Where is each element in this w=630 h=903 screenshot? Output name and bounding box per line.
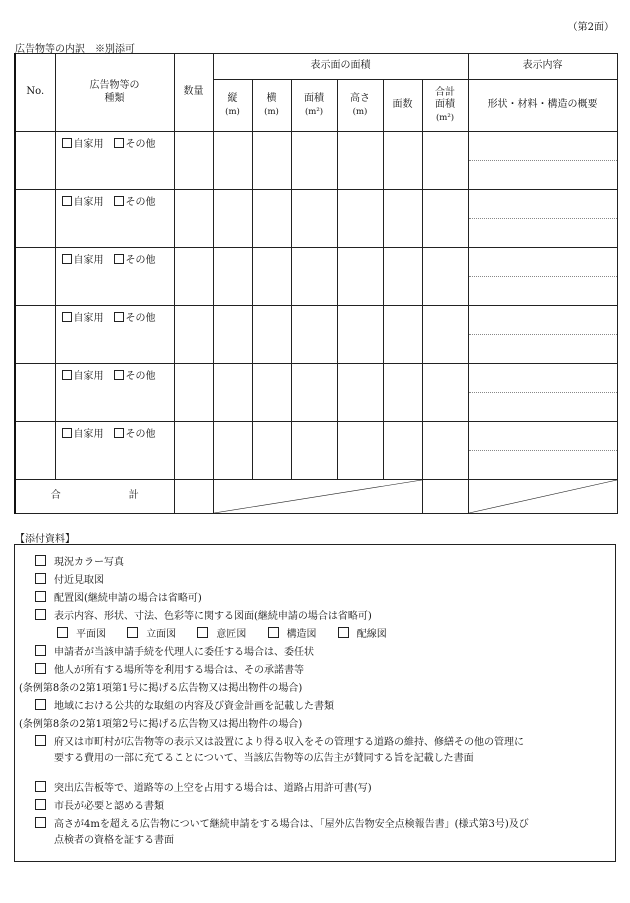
checkbox-icon[interactable] (62, 196, 72, 206)
row-content[interactable] (468, 190, 617, 248)
row-quantity[interactable] (174, 132, 213, 190)
attachment-item[interactable]: 付近見取図 (35, 573, 104, 588)
checkbox-icon[interactable] (268, 627, 279, 638)
attachment-item[interactable]: 配置図(継続申請の場合は省略可) (35, 591, 202, 606)
attachment-item[interactable]: 高さが4mを超える広告物について継続申請をする場合は、「屋外広告物安全点検報告書」(様式第3号)及び (35, 817, 529, 832)
row-total-area[interactable] (422, 248, 468, 306)
row-horizontal[interactable] (252, 132, 291, 190)
row-total-area[interactable] (422, 422, 468, 480)
row-horizontal[interactable] (252, 190, 291, 248)
row-content[interactable] (468, 132, 617, 190)
attachment-item[interactable]: 地域における公共的な取組の内容及び資金計画を記載した書類 (35, 699, 334, 714)
total-quantity[interactable] (174, 480, 213, 514)
checkbox-icon[interactable] (114, 254, 124, 264)
other-label: その他 (125, 139, 156, 150)
total-diagonal (213, 480, 422, 514)
row-quantity[interactable] (174, 422, 213, 480)
table-row (15, 248, 617, 306)
page-label: （第2面） (567, 22, 614, 33)
attachment-item[interactable]: 突出広告板等で、道路等の上空を占用する場合は、道路占用許可書(写) (35, 781, 372, 796)
row-vertical[interactable] (213, 248, 252, 306)
row-content[interactable] (468, 422, 617, 480)
row-faces[interactable] (383, 132, 422, 190)
header-kind: 広告物等の 種類 (55, 54, 174, 132)
row-vertical[interactable] (213, 306, 252, 364)
row-height[interactable] (337, 364, 383, 422)
row-kind (55, 364, 174, 422)
header-display-area: 表示面の面積 (213, 54, 468, 80)
condition-note-2: (条例第8条の2第1項第2号に掲げる広告物又は掲出物件の場合) (19, 719, 303, 730)
row-faces[interactable] (383, 190, 422, 248)
attachment-item-cont: 要する費用の一部に充てることについて、当該広告物等の広告主が賛同する旨を記載した書面 (54, 753, 474, 764)
other-label: その他 (125, 371, 156, 382)
checkbox-icon[interactable] (35, 781, 46, 792)
table-row (15, 422, 617, 480)
table-row (15, 132, 617, 190)
header-vertical: 縦 (m) (213, 80, 252, 132)
checkbox-icon[interactable] (35, 555, 46, 566)
other-label: その他 (125, 313, 156, 324)
attachment-item[interactable]: 他人が所有する場所等を利用する場合は、その承諾書等 (35, 663, 304, 678)
table-row (15, 190, 617, 248)
row-horizontal[interactable] (252, 248, 291, 306)
row-quantity[interactable] (174, 190, 213, 248)
row-quantity[interactable] (174, 306, 213, 364)
checkbox-icon[interactable] (57, 627, 68, 638)
row-height[interactable] (337, 132, 383, 190)
row-no[interactable] (15, 132, 55, 190)
row-kind (55, 248, 174, 306)
table-row (15, 306, 617, 364)
row-height[interactable] (337, 248, 383, 306)
table-row (15, 364, 617, 422)
row-vertical[interactable] (213, 364, 252, 422)
checkbox-icon[interactable] (114, 196, 124, 206)
header-height: 高さ (m) (337, 80, 383, 132)
row-area[interactable] (291, 132, 337, 190)
own-use-label: 自家用 (73, 139, 104, 150)
row-faces[interactable] (383, 364, 422, 422)
checkbox-icon[interactable] (197, 627, 208, 638)
checkbox-icon[interactable] (114, 138, 124, 148)
checkbox-icon[interactable] (35, 663, 46, 674)
row-area[interactable] (291, 364, 337, 422)
row-horizontal[interactable] (252, 306, 291, 364)
section-title: 広告物等の内訳 ※別添可 (15, 44, 135, 55)
row-vertical[interactable] (213, 422, 252, 480)
header-horizontal: 横 (m) (252, 80, 291, 132)
total-row (15, 480, 617, 514)
checkbox-icon[interactable] (114, 370, 124, 380)
header-faces: 面数 (383, 80, 422, 132)
row-no[interactable] (15, 364, 55, 422)
header-quantity: 数量 (174, 54, 213, 132)
checkbox-icon[interactable] (35, 735, 46, 746)
header-no: No. (15, 54, 55, 132)
row-area[interactable] (291, 422, 337, 480)
row-area[interactable] (291, 306, 337, 364)
own-use-label: 自家用 (73, 255, 104, 266)
row-area[interactable] (291, 190, 337, 248)
attachment-item[interactable]: 現況カラー写真 (35, 555, 124, 570)
own-use-label: 自家用 (73, 313, 104, 324)
header-area: 面積 (m²) (291, 80, 337, 132)
total-area-sum[interactable] (422, 480, 468, 514)
own-use-label: 自家用 (73, 429, 104, 440)
row-total-area[interactable] (422, 364, 468, 422)
row-quantity[interactable] (174, 364, 213, 422)
row-kind (55, 422, 174, 480)
total-content-diagonal (468, 480, 617, 514)
other-label: その他 (125, 197, 156, 208)
attachment-item[interactable]: 市長が必要と認める書類 (35, 799, 164, 814)
row-faces[interactable] (383, 248, 422, 306)
row-quantity[interactable] (174, 248, 213, 306)
row-content[interactable] (468, 248, 617, 306)
attachments-title: 【添付資料】 (15, 534, 75, 545)
row-faces[interactable] (383, 422, 422, 480)
attachment-item-cont: 点検者の資格を証する書面 (54, 835, 174, 846)
row-height[interactable] (337, 306, 383, 364)
attachments-box (14, 544, 616, 862)
drawing-types: 平面図 立面図 意匠図 構造図 配線図 (57, 627, 387, 642)
attachment-item[interactable]: 府又は市町村が広告物等の表示又は設置により得る収入をその管理する道路の維持、修繕その他の管理に (35, 735, 524, 750)
total-label: 合 計 (15, 480, 174, 514)
row-horizontal[interactable] (252, 422, 291, 480)
checkbox-icon[interactable] (35, 609, 46, 620)
checkbox-icon[interactable] (62, 312, 72, 322)
row-no[interactable] (15, 422, 55, 480)
row-vertical[interactable] (213, 190, 252, 248)
checkbox-icon[interactable] (35, 645, 46, 656)
header-content-sub: 形状・材料・構造の概要 (468, 80, 617, 132)
attachment-item[interactable]: 申請者が当該申請手続を代理人に委任する場合は、委任状 (35, 645, 314, 660)
checkbox-icon[interactable] (127, 627, 138, 638)
row-content[interactable] (468, 364, 617, 422)
row-total-area[interactable] (422, 132, 468, 190)
other-label: その他 (125, 429, 156, 440)
checkbox-icon[interactable] (62, 138, 72, 148)
row-total-area[interactable] (422, 306, 468, 364)
row-horizontal[interactable] (252, 364, 291, 422)
row-height[interactable] (337, 422, 383, 480)
checkbox-icon[interactable] (35, 699, 46, 710)
checkbox-icon[interactable] (62, 428, 72, 438)
row-kind (55, 132, 174, 190)
attachment-item[interactable]: 表示内容、形状、寸法、色彩等に関する図面(継続申請の場合は省略可) (35, 609, 372, 624)
checkbox-icon[interactable] (35, 799, 46, 810)
row-kind (55, 190, 174, 248)
condition-note-1: (条例第8条の2第1項第1号に掲げる広告物又は掲出物件の場合) (19, 683, 303, 694)
row-area[interactable] (291, 248, 337, 306)
checkbox-icon[interactable] (35, 591, 46, 602)
row-content[interactable] (468, 306, 617, 364)
header-content: 表示内容 (468, 54, 617, 80)
checkbox-icon[interactable] (62, 370, 72, 380)
row-total-area[interactable] (422, 190, 468, 248)
row-faces[interactable] (383, 306, 422, 364)
advertisement-table (14, 53, 618, 514)
checkbox-icon[interactable] (114, 428, 124, 438)
checkbox-icon[interactable] (62, 254, 72, 264)
row-vertical[interactable] (213, 132, 252, 190)
checkbox-icon[interactable] (35, 817, 46, 828)
checkbox-icon[interactable] (35, 573, 46, 584)
row-kind (55, 306, 174, 364)
checkbox-icon[interactable] (114, 312, 124, 322)
row-height[interactable] (337, 190, 383, 248)
row-no[interactable] (15, 306, 55, 364)
row-no[interactable] (15, 248, 55, 306)
own-use-label: 自家用 (73, 371, 104, 382)
header-total-area: 合計 面積 (m²) (422, 80, 468, 132)
row-no[interactable] (15, 190, 55, 248)
checkbox-icon[interactable] (338, 627, 349, 638)
own-use-label: 自家用 (73, 197, 104, 208)
other-label: その他 (125, 255, 156, 266)
